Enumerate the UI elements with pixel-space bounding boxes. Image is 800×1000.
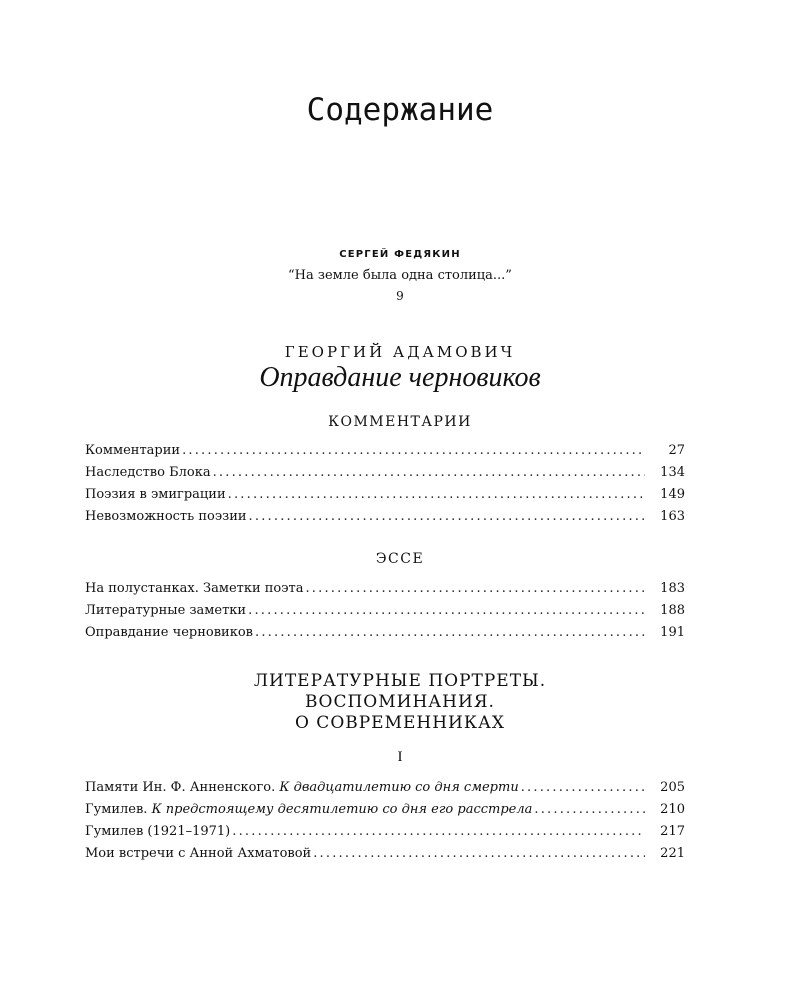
toc-entry-title: Поэзия в эмиграции [85,487,226,502]
book-title: Оправдание черновиков [259,362,541,393]
toc-entry-title [85,780,519,795]
dot-leader [232,824,645,839]
toc-entry[interactable] [85,581,685,603]
toc-entry[interactable] [85,824,685,846]
toc-entry-page: 134 [660,465,685,480]
dot-leader [521,780,645,795]
toc-entry-page: 221 [660,846,685,861]
toc-entry-main-title: Памяти Ин. Ф. Анненского. [85,780,276,795]
toc-entry-page: 149 [660,487,685,502]
toc-list-portraits [85,780,685,868]
dot-leader [228,487,645,502]
toc-entry-page: 217 [660,824,685,839]
dot-leader [534,802,645,817]
toc-entry-main-title: Гумилев. [85,802,148,817]
intro-title-link[interactable]: “На земле была одна столица...” [288,268,512,283]
toc-entry[interactable] [85,802,685,824]
dot-leader [213,465,645,480]
toc-entry[interactable] [85,846,685,868]
toc-entry-title: Гумилев (1921–1971) [85,824,231,839]
toc-entry-subtitle: К предстоящему десятилетию со дня его расстрела [151,802,533,817]
dot-leader [305,581,645,596]
toc-entry-page: 188 [660,603,685,618]
toc-entry-page: 163 [660,509,685,524]
toc-entry[interactable] [85,465,685,487]
toc-entry[interactable] [85,603,685,625]
toc-entry-title [85,802,532,817]
toc-entry-page: 210 [660,802,685,817]
dot-leader [255,625,645,640]
toc-entry-title: Комментарии [85,443,181,458]
portraits-heading-line: О СОВРЕМЕННИКАХ [294,713,506,733]
dot-leader [249,509,645,524]
dot-leader [248,603,645,618]
toc-list-commentary [85,443,685,531]
toc-entry-title: Мои встречи с Анной Ахматовой [85,846,312,861]
toc-entry[interactable] [85,487,685,509]
toc-entry-title: Невозможность поэзии [85,509,247,524]
toc-entry[interactable] [85,625,685,647]
toc-entry-subtitle: К двадцатилетию со дня смерти [279,780,519,795]
toc-entry-page: 183 [660,581,685,596]
section-heading-essays: ЭССЕ [375,551,425,567]
part-number: I [397,749,403,765]
intro-author: СЕРГЕЙ ФЕДЯКИН [339,249,461,260]
toc-list-essays [85,581,685,647]
toc-entry-page: 27 [668,443,685,458]
toc-entry-page: 205 [660,780,685,795]
toc-entry[interactable] [85,509,685,531]
toc-entry[interactable] [85,443,685,465]
intro-page-number: 9 [396,289,404,303]
section-heading-commentary: КОММЕНТАРИИ [328,414,472,430]
toc-entry-title: Наследство Блока [85,465,211,480]
portraits-heading-line: ЛИТЕРАТУРНЫЕ ПОРТРЕТЫ. [253,671,547,691]
page-title: Содержание [306,92,494,128]
portraits-heading-line: ВОСПОМИНАНИЯ. [305,692,495,712]
toc-entry-page: 191 [660,625,685,640]
toc-entry-title: Литературные заметки [85,603,247,618]
toc-entry-title: Оправдание черновиков [85,625,253,640]
dot-leader [313,846,645,861]
section-heading-portraits [0,671,800,734]
book-author: ГЕОРГИЙ АДАМОВИЧ [284,343,516,361]
toc-entry-title: На полустанках. Заметки поэта [85,581,304,596]
toc-entry[interactable] [85,780,685,802]
dot-leader [182,443,645,458]
